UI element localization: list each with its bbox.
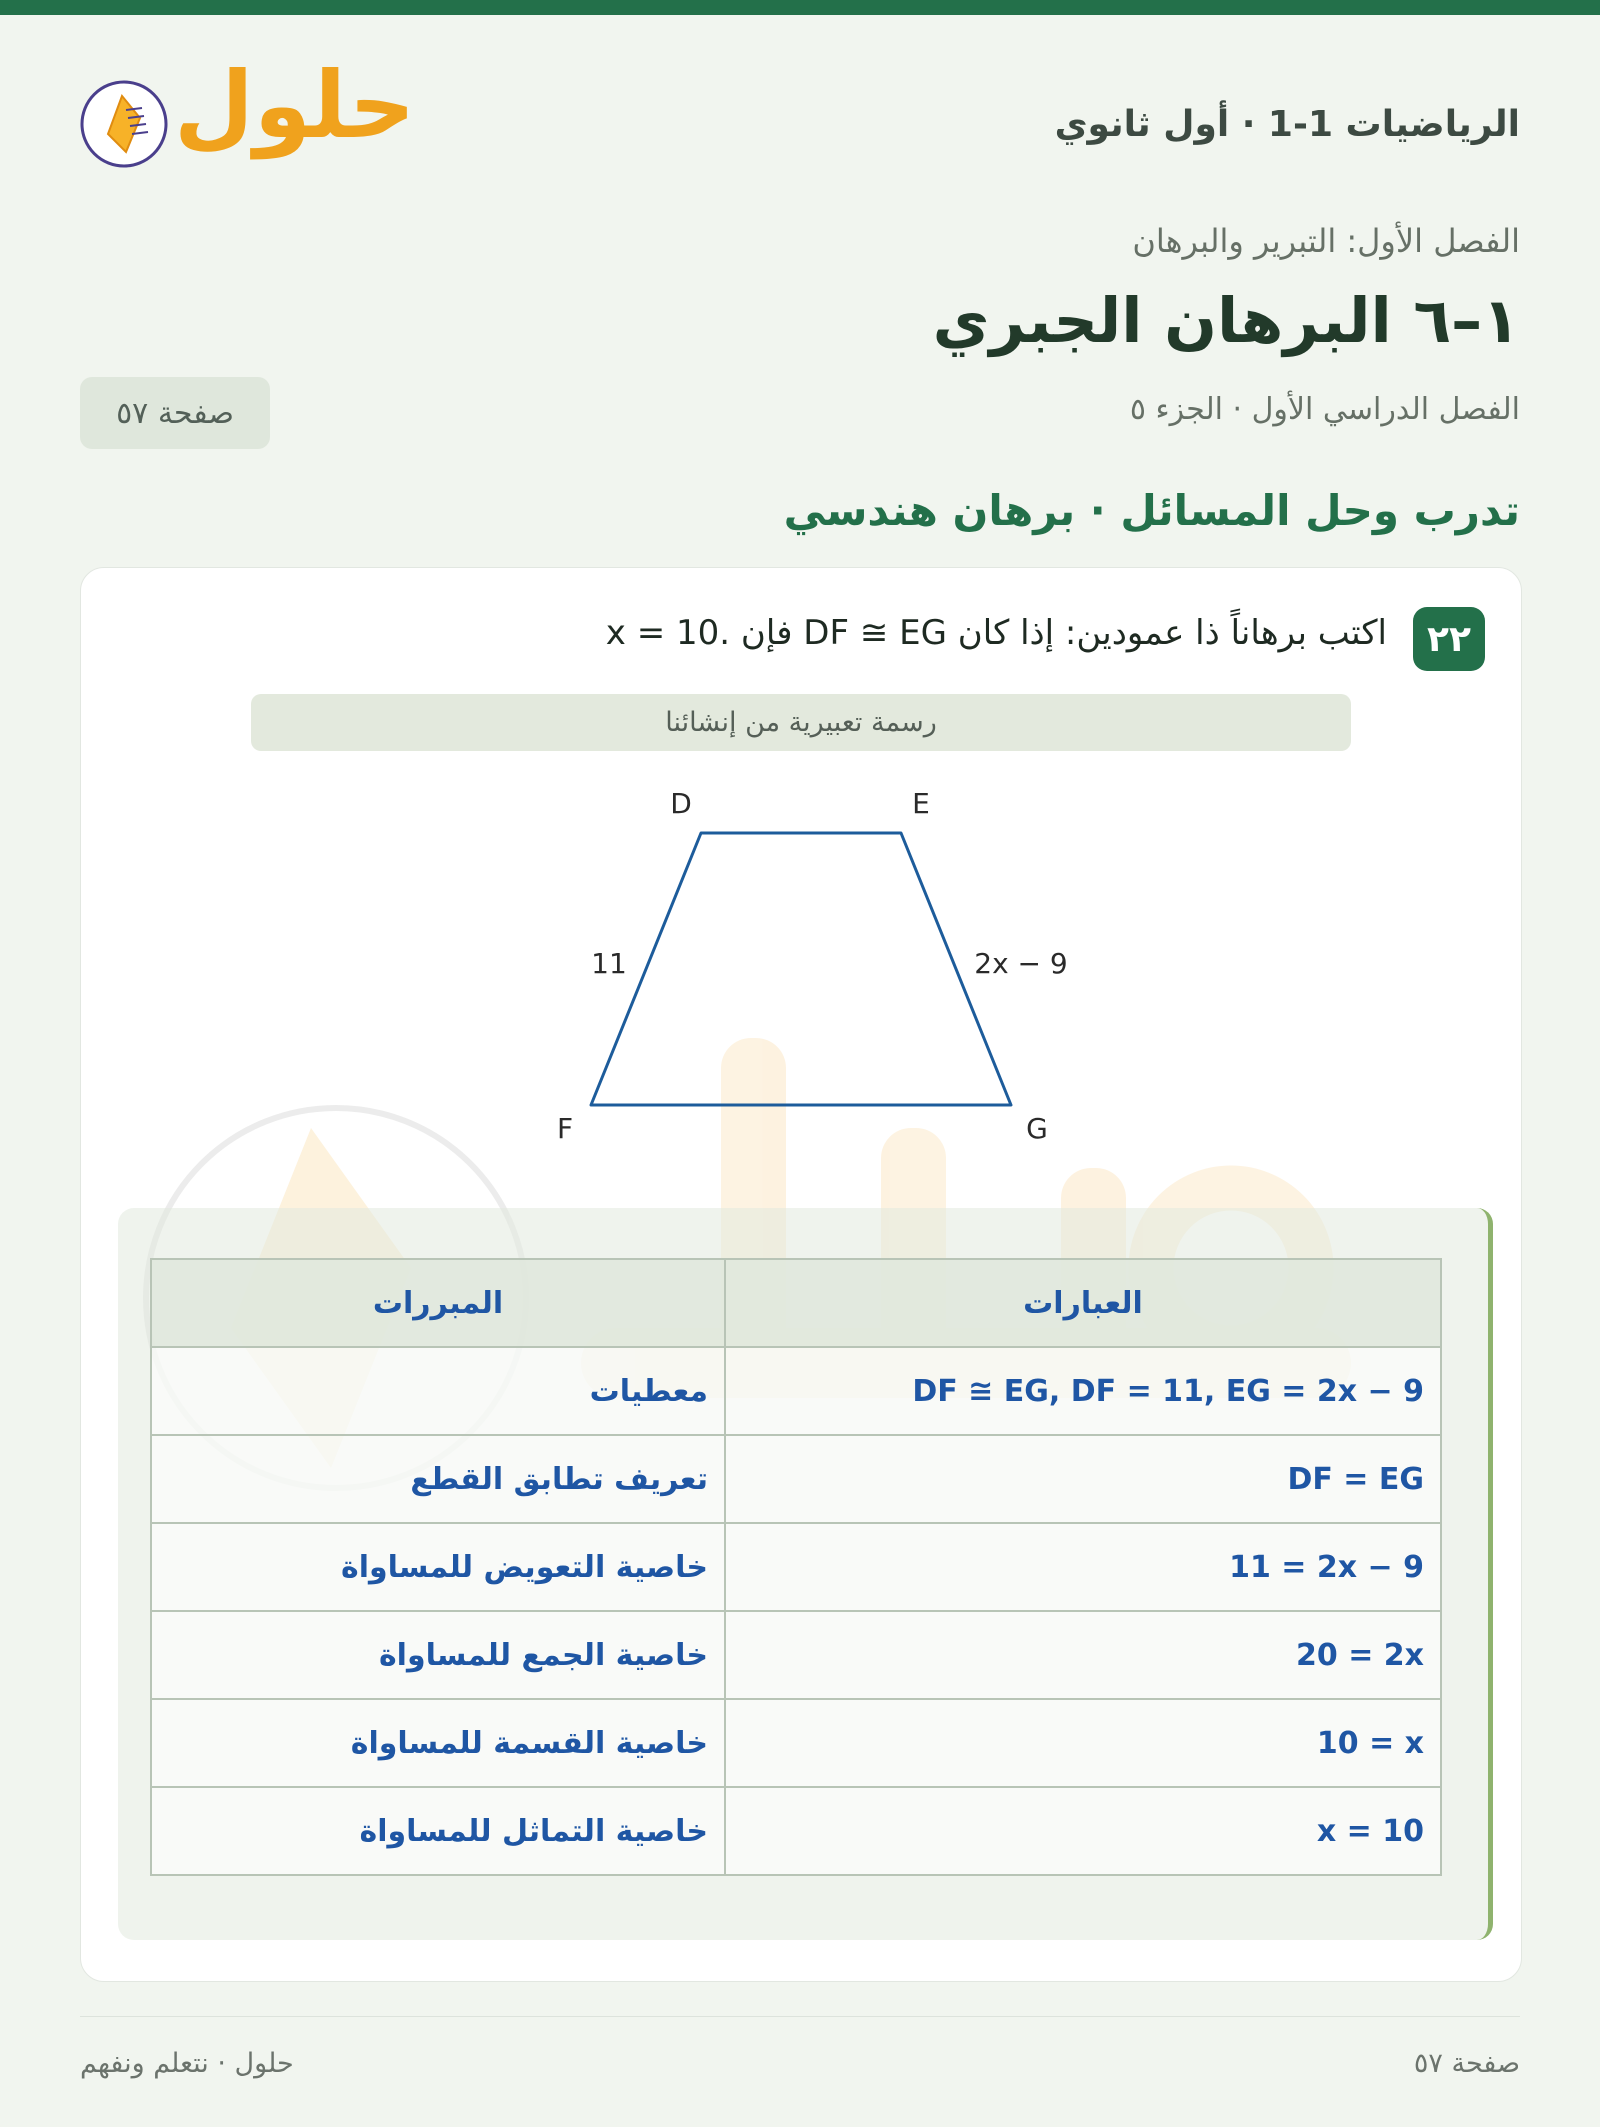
question-card — [80, 567, 1522, 1982]
subject-line: الرياضيات 1-1 · أول ثانوي — [1054, 104, 1520, 145]
section-heading: تدرب وحل المسائل · برهان هندسي — [783, 486, 1520, 535]
reasons-header: المبررات — [151, 1259, 725, 1347]
question-text-before: اكتب برهاناً ذا عمودين: إذا كان — [946, 613, 1387, 653]
table-row — [151, 1435, 1441, 1523]
reason-cell: خاصية القسمة للمساواة — [151, 1699, 725, 1787]
reason-cell: خاصية التعويض للمساواة — [151, 1523, 725, 1611]
vertex-label-f: F — [556, 1112, 574, 1145]
proof-panel — [118, 1208, 1493, 1940]
table-row — [151, 1611, 1441, 1699]
statement-cell: DF = EG — [725, 1435, 1441, 1523]
question-conclusion: x = 10. — [605, 613, 731, 653]
left-side-length: 11 — [591, 947, 627, 980]
right-side-length: 2x − 9 — [974, 947, 1068, 980]
vertex-label-g: G — [1026, 1112, 1048, 1145]
top-accent-bar — [0, 0, 1600, 15]
vertex-label-e: E — [912, 787, 930, 820]
logo-text: حلول — [174, 52, 416, 159]
statement-cell: 11 = 2x − 9 — [725, 1523, 1441, 1611]
table-row — [151, 1523, 1441, 1611]
figure-caption: رسمة تعبيرية من إنشائنا — [251, 694, 1351, 751]
reason-cell: تعريف تطابق القطع — [151, 1435, 725, 1523]
statement-cell: DF ≅ EG, DF = 11, EG = 2x − 9 — [725, 1347, 1441, 1435]
table-row — [151, 1699, 1441, 1787]
vertex-label-d: D — [670, 787, 692, 820]
footer-brand: حلول · نتعلم ونفهم — [80, 2048, 294, 2079]
question-text-middle: فإن — [730, 613, 804, 653]
statements-header: العبارات — [725, 1259, 1441, 1347]
question-number-badge: ٢٢ — [1413, 607, 1485, 671]
question-condition: DF ≅ EG — [803, 613, 947, 653]
proof-header-row — [151, 1259, 1441, 1347]
statement-cell: x = 10 — [725, 1787, 1441, 1875]
two-column-proof-table — [150, 1258, 1442, 1876]
semester-label: الفصل الدراسي الأول · الجزء ٥ — [1129, 392, 1520, 427]
trapezoid-shape — [591, 833, 1011, 1105]
table-row — [151, 1787, 1441, 1875]
logo[interactable] — [78, 52, 416, 180]
reason-cell: خاصية التماثل للمساواة — [151, 1787, 725, 1875]
footer-page-number: صفحة ٥٧ — [1413, 2048, 1520, 2079]
page-number-pill: صفحة ٥٧ — [80, 377, 270, 449]
statement-cell: 20 = 2x — [725, 1611, 1441, 1699]
reason-cell: خاصية الجمع للمساواة — [151, 1611, 725, 1699]
chapter-title: الفصل الأول: التبرير والبرهان — [1132, 222, 1520, 260]
reason-cell: معطيات — [151, 1347, 725, 1435]
footer-divider — [80, 2016, 1520, 2017]
trapezoid-figure — [81, 568, 1521, 1208]
table-row — [151, 1347, 1441, 1435]
lesson-title: ١–٦ البرهان الجبري — [932, 284, 1520, 357]
statement-cell: 10 = x — [725, 1699, 1441, 1787]
